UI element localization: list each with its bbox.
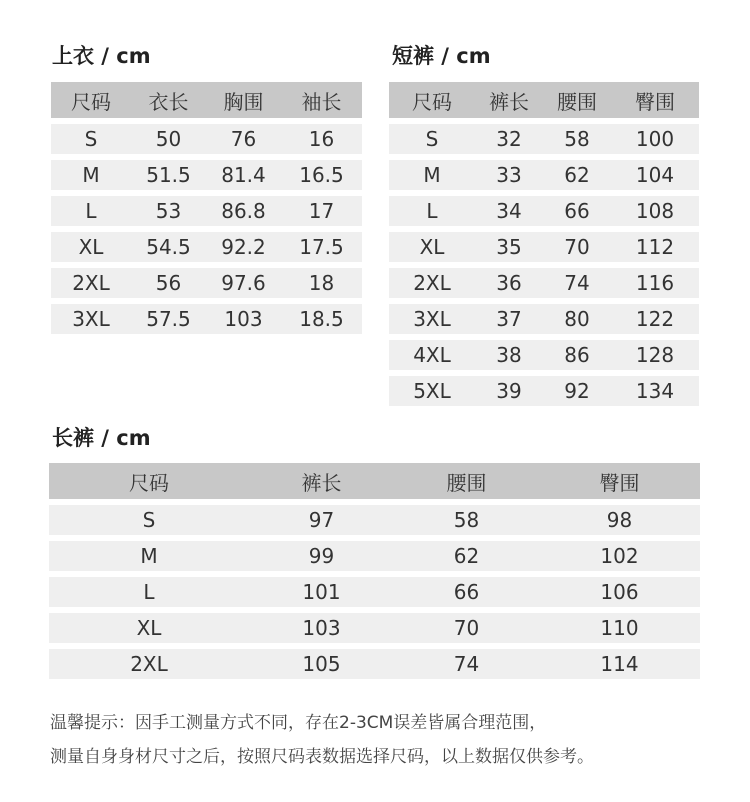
length-cell: 97 bbox=[249, 505, 394, 541]
hip-cell: 108 bbox=[611, 196, 699, 232]
waist-cell: 74 bbox=[394, 649, 539, 679]
table-row bbox=[389, 124, 699, 160]
table-row bbox=[49, 541, 700, 577]
column-header: 腰围 bbox=[394, 463, 539, 505]
column-header: 袖长 bbox=[281, 82, 362, 124]
waist-cell: 66 bbox=[543, 196, 611, 232]
shorts-size-table bbox=[389, 82, 699, 406]
length-cell: 32 bbox=[475, 124, 543, 160]
hip-cell: 114 bbox=[539, 649, 700, 679]
table-row bbox=[51, 124, 362, 160]
size-cell: XL bbox=[51, 232, 131, 268]
column-header: 胸围 bbox=[206, 82, 281, 124]
length-cell: 50 bbox=[131, 124, 206, 160]
hip-cell: 112 bbox=[611, 232, 699, 268]
top-size-table bbox=[51, 82, 362, 334]
table-row bbox=[389, 268, 699, 304]
sleeve-cell: 16 bbox=[281, 124, 362, 160]
hip-cell: 100 bbox=[611, 124, 699, 160]
chest-cell: 81.4 bbox=[206, 160, 281, 196]
length-cell: 33 bbox=[475, 160, 543, 196]
table-row bbox=[51, 196, 362, 232]
length-cell: 57.5 bbox=[131, 304, 206, 334]
length-cell: 35 bbox=[475, 232, 543, 268]
waist-cell: 80 bbox=[543, 304, 611, 340]
waist-cell: 62 bbox=[394, 541, 539, 577]
table-row bbox=[51, 268, 362, 304]
table-row bbox=[389, 304, 699, 340]
table-row bbox=[49, 577, 700, 613]
sleeve-cell: 17 bbox=[281, 196, 362, 232]
note-line-1: 温馨提示：因手工测量方式不同，存在2-3CM误差皆属合理范围， bbox=[50, 713, 547, 733]
waist-cell: 92 bbox=[543, 376, 611, 406]
length-cell: 101 bbox=[249, 577, 394, 613]
table-row bbox=[51, 232, 362, 268]
size-cell: S bbox=[51, 124, 131, 160]
length-cell: 103 bbox=[249, 613, 394, 649]
size-cell: 3XL bbox=[389, 304, 475, 340]
note-line-2: 测量自身身材尺寸之后，按照尺码表数据选择尺码，以上数据仅供参考。 bbox=[50, 747, 594, 767]
table-row bbox=[51, 160, 362, 196]
column-header: 衣长 bbox=[131, 82, 206, 124]
hip-cell: 104 bbox=[611, 160, 699, 196]
length-cell: 99 bbox=[249, 541, 394, 577]
length-cell: 37 bbox=[475, 304, 543, 340]
sleeve-cell: 18 bbox=[281, 268, 362, 304]
hip-cell: 116 bbox=[611, 268, 699, 304]
waist-cell: 74 bbox=[543, 268, 611, 304]
size-cell: S bbox=[389, 124, 475, 160]
hip-cell: 110 bbox=[539, 613, 700, 649]
pants-size-title: 长裤 / cm bbox=[52, 426, 151, 450]
size-cell: 2XL bbox=[51, 268, 131, 304]
hip-cell: 102 bbox=[539, 541, 700, 577]
table-row bbox=[389, 196, 699, 232]
size-cell: 2XL bbox=[49, 649, 249, 679]
table-row bbox=[389, 232, 699, 268]
length-cell: 54.5 bbox=[131, 232, 206, 268]
hip-cell: 106 bbox=[539, 577, 700, 613]
length-cell: 56 bbox=[131, 268, 206, 304]
table-row bbox=[389, 160, 699, 196]
table-row bbox=[49, 613, 700, 649]
sleeve-cell: 16.5 bbox=[281, 160, 362, 196]
table-row bbox=[49, 649, 700, 679]
chest-cell: 103 bbox=[206, 304, 281, 334]
table-row bbox=[49, 505, 700, 541]
column-header: 臀围 bbox=[611, 82, 699, 124]
length-cell: 36 bbox=[475, 268, 543, 304]
size-cell: XL bbox=[49, 613, 249, 649]
table-header-row bbox=[49, 463, 700, 505]
size-cell: L bbox=[49, 577, 249, 613]
table-row bbox=[51, 304, 362, 334]
waist-cell: 66 bbox=[394, 577, 539, 613]
column-header: 裤长 bbox=[475, 82, 543, 124]
waist-cell: 58 bbox=[543, 124, 611, 160]
size-cell: M bbox=[51, 160, 131, 196]
length-cell: 39 bbox=[475, 376, 543, 406]
sleeve-cell: 18.5 bbox=[281, 304, 362, 334]
pants-size-table bbox=[49, 463, 700, 679]
top-size-title: 上衣 / cm bbox=[52, 44, 151, 68]
chest-cell: 86.8 bbox=[206, 196, 281, 232]
length-cell: 34 bbox=[475, 196, 543, 232]
hip-cell: 98 bbox=[539, 505, 700, 541]
column-header: 腰围 bbox=[543, 82, 611, 124]
shorts-size-title: 短裤 / cm bbox=[392, 44, 491, 68]
table-header-row bbox=[389, 82, 699, 124]
waist-cell: 86 bbox=[543, 340, 611, 376]
size-cell: 2XL bbox=[389, 268, 475, 304]
size-cell: 5XL bbox=[389, 376, 475, 406]
size-cell: M bbox=[49, 541, 249, 577]
column-header: 臀围 bbox=[539, 463, 700, 505]
size-cell: 4XL bbox=[389, 340, 475, 376]
table-header-row bbox=[51, 82, 362, 124]
waist-cell: 62 bbox=[543, 160, 611, 196]
waist-cell: 70 bbox=[394, 613, 539, 649]
length-cell: 53 bbox=[131, 196, 206, 232]
column-header: 尺码 bbox=[51, 82, 131, 124]
table-row bbox=[389, 376, 699, 406]
size-cell: S bbox=[49, 505, 249, 541]
length-cell: 38 bbox=[475, 340, 543, 376]
chest-cell: 92.2 bbox=[206, 232, 281, 268]
size-cell: L bbox=[389, 196, 475, 232]
chest-cell: 76 bbox=[206, 124, 281, 160]
hip-cell: 134 bbox=[611, 376, 699, 406]
sleeve-cell: 17.5 bbox=[281, 232, 362, 268]
column-header: 尺码 bbox=[389, 82, 475, 124]
size-cell: L bbox=[51, 196, 131, 232]
waist-cell: 58 bbox=[394, 505, 539, 541]
chest-cell: 97.6 bbox=[206, 268, 281, 304]
length-cell: 105 bbox=[249, 649, 394, 679]
hip-cell: 122 bbox=[611, 304, 699, 340]
size-cell: XL bbox=[389, 232, 475, 268]
size-cell: 3XL bbox=[51, 304, 131, 334]
length-cell: 51.5 bbox=[131, 160, 206, 196]
table-row bbox=[389, 340, 699, 376]
column-header: 尺码 bbox=[49, 463, 249, 505]
size-cell: M bbox=[389, 160, 475, 196]
waist-cell: 70 bbox=[543, 232, 611, 268]
column-header: 裤长 bbox=[249, 463, 394, 505]
hip-cell: 128 bbox=[611, 340, 699, 376]
